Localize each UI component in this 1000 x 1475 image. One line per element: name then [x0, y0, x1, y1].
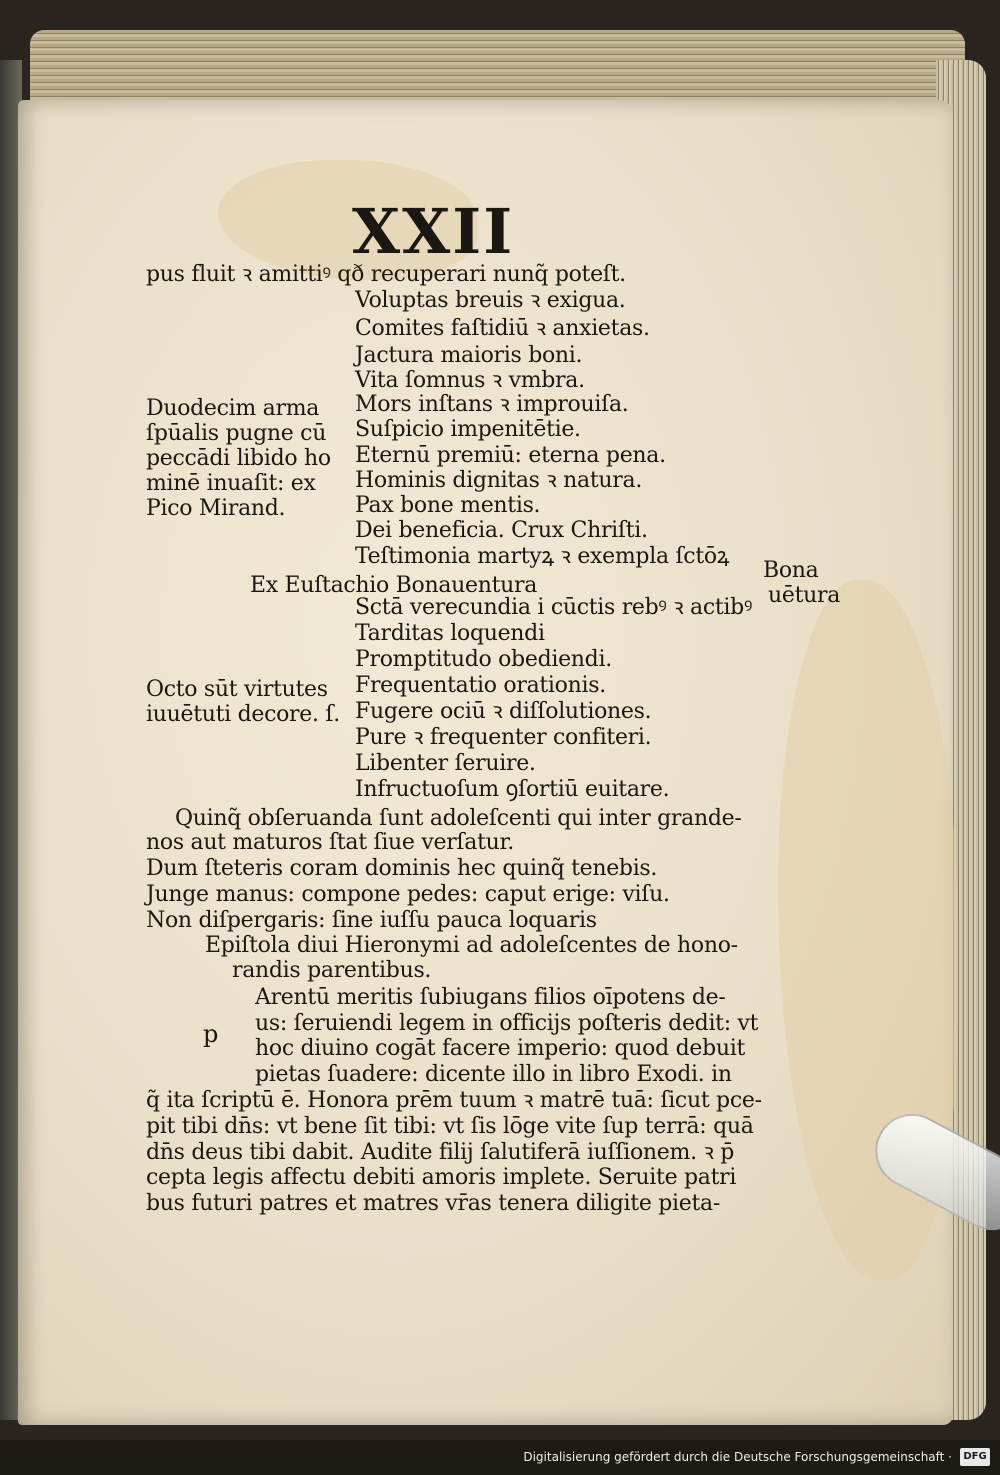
text-line: Dei beneficia. Crux Chriſti. [355, 518, 648, 543]
text-line: ſpūalis pugne cū [146, 421, 327, 446]
text-line: nos aut maturos ſtat ſiue verſatur. [146, 830, 514, 855]
text-line: randis parentibus. [232, 958, 432, 983]
text-line: peccādi libido ho [146, 446, 331, 471]
text-line: Vita ſomnus ꝛ vmbra. [355, 368, 585, 393]
text-line: dn̄s deus tibi dabit. Audite filij ſalutiferā iuſſionem. ꝛ p̄ [146, 1140, 735, 1165]
text-line: Pico Mirand. [146, 496, 286, 521]
folio-number: XXII [352, 195, 515, 268]
text-line: Bona [763, 558, 819, 583]
text-line: Jactura maioris boni. [355, 343, 583, 368]
text-line: us: ſeruiendi legem in officijs poſteris dedit: vt [255, 1011, 759, 1036]
text-line: Duodecim arma [146, 396, 320, 421]
text-line: Fugere ociū ꝛ diſſolutiones. [355, 699, 652, 724]
text-line: pus fluit ꝛ amittiꝰ qð recuperari nunq̃ poteſt. [146, 262, 626, 287]
text-line: Arentū meritis ſubiugans filios oīpotens de- [255, 985, 726, 1010]
text-line: Eternū premiū: eterna pena. [355, 443, 666, 468]
text-line: Junge manus: compone pedes: caput erige: viſu. [146, 882, 670, 907]
text-line: Mors inſtans ꝛ improuiſa. [355, 392, 629, 417]
dfg-logo: DFG [960, 1448, 990, 1466]
text-line: minē inuaſit: ex [146, 471, 316, 496]
text-line: Voluptas breuis ꝛ exigua. [355, 288, 626, 313]
text-line: Non diſpergaris: ſine iuſſu pauca loquaris [146, 908, 597, 933]
drop-initial-guide: p [203, 1020, 219, 1048]
footer-credit: Digitalisierung gefördert durch die Deutsche Forschungsgemeinschaft · [523, 1450, 952, 1464]
text-line: pit tibi dn̄s: vt bene ſit tibi: vt ſis lōge vite ſup terrā: quā [146, 1114, 754, 1139]
text-line: Teſtimonia martyꝝ ꝛ exempla ſctōꝝ [355, 544, 730, 569]
text-line: Infructuoſum ꝯſortiū euitare. [355, 777, 670, 802]
text-line: cepta legis affectu debiti amoris implete. Seruite patri [146, 1165, 737, 1190]
text-line: pietas ſuadere: dicente illo in libro Exodi. in [255, 1062, 732, 1087]
text-line: q̃ ita ſcriptū ē. Honora prēm tuum ꝛ matrē tuā: ſicut pce- [146, 1088, 762, 1113]
text-line: Libenter ſeruire. [355, 751, 536, 776]
text-line: Tarditas loquendi [355, 621, 545, 646]
text-line: Suſpicio impenitētie. [355, 417, 581, 442]
text-line: Dum ſteteris coram dominis hec quinq̃ tenebis. [146, 856, 658, 881]
text-line: Ex Euſtachio Bonauentura [250, 573, 538, 598]
text-line: Octo sūt virtutes [146, 677, 328, 702]
text-line: hoc diuino cogāt facere imperio: quod debuit [255, 1036, 745, 1061]
text-line: Hominis dignitas ꝛ natura. [355, 468, 643, 493]
text-line: Epiſtola diui Hieronymi ad adoleſcentes de hono- [205, 933, 738, 958]
text-line: Promptitudo obediendi. [355, 647, 612, 672]
text-line: Sctā verecundia i cūctis rebꝰ ꝛ actibꝰ [355, 595, 753, 620]
text-line: bus futuri patres et matres vr̄as tenera diligite pieta- [146, 1191, 720, 1216]
text-line: Frequentatio orationis. [355, 673, 606, 698]
text-line: uētura [768, 583, 841, 608]
text-line: iuuētuti decore. ſ. [146, 702, 340, 727]
text-line: Pure ꝛ frequenter confiteri. [355, 725, 652, 750]
text-line: Pax bone mentis. [355, 493, 541, 518]
text-line: Comites faſtidiū ꝛ anxietas. [355, 316, 650, 341]
text-line: Quinq̃ obſeruanda ſunt adoleſcenti qui inter grande- [175, 806, 742, 831]
